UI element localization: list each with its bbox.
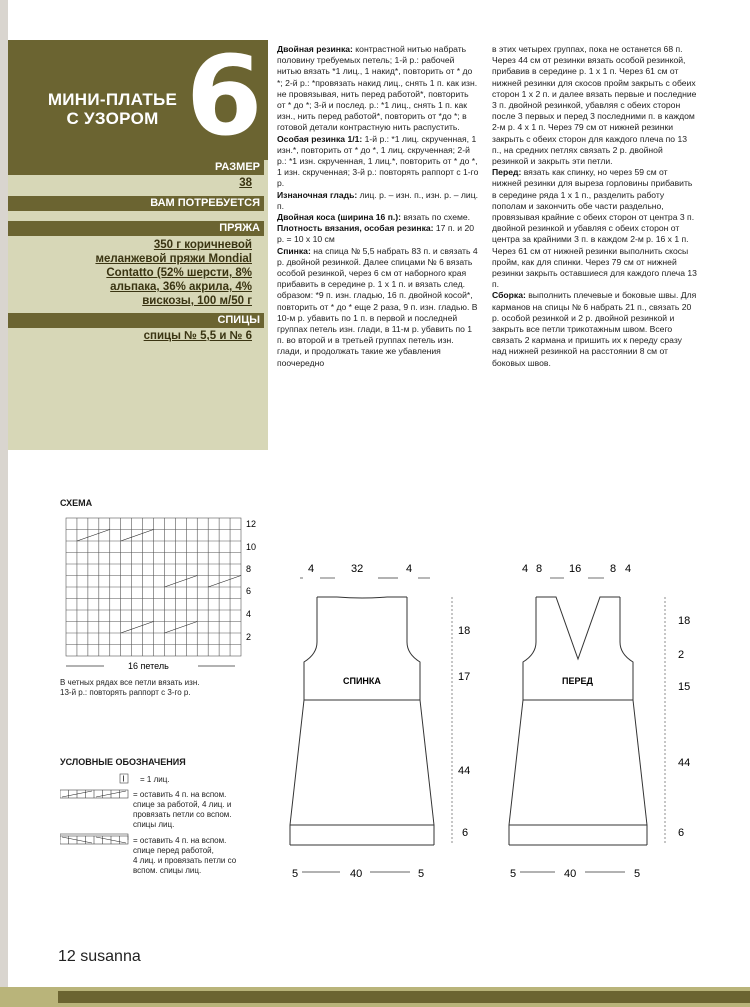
cable-back-symbol-icon [60, 790, 128, 798]
yarn-line-5: вискозы, 100 м/50 г [142, 295, 252, 307]
legend-symbol-3 [60, 834, 130, 846]
legend-item-3-line: 4 лиц. и провязать петли со [133, 856, 237, 865]
page-title [20, 90, 205, 128]
bottom-band-inner [58, 991, 750, 1003]
legend-item-2-line: спицы лиц. [133, 820, 175, 829]
back-bottom-dim: 5 [418, 868, 425, 880]
pattern-number: 6 [186, 32, 263, 160]
magazine-name: susanna [80, 948, 141, 965]
back-bottom-dim: 40 [350, 868, 363, 880]
yarn-line-1: 350 г коричневой [153, 239, 252, 251]
instructions-column-1 [277, 44, 479, 369]
legend-item-3 [133, 836, 268, 876]
legend-item-3-line: = оставить 4 п. на вспом. [133, 836, 227, 845]
legend-item-3-line: вспом. спицы лиц. [133, 866, 202, 875]
bottom-band [0, 987, 750, 1007]
schema-note [60, 678, 260, 698]
row-label: 4 [246, 609, 252, 619]
paragraph: Перед: вязать как спинку, но через 59 см от нижней резинки для выреза горловины прибавить в середине ряда 1 х 1 п., разделить работу пополам и закончить обе части раздельно, провязывая крайние с обеих сторон от центра 3 п. двойной резинкой и убавляя с обеих сторон от центра за крайними 3 п. в каждом 2-м р. 16 х 1 п. Через 61 см от нижней резинки выполнить скосы пройм, как для спинки. Через 79 см от нижней резинки закрыть оставшиеся для каждого плеча 13 п. [492, 167, 697, 290]
row-label: 12 [246, 519, 257, 529]
title-line-2: С УЗОРОМ [66, 109, 159, 128]
size-heading: РАЗМЕР [8, 160, 264, 175]
cable-mark [77, 530, 154, 542]
back-bottom-dim: 5 [292, 868, 299, 880]
front-top-dim: 8 [610, 563, 617, 575]
legend-symbols [60, 770, 130, 840]
paragraph: Плотность вязания, особая резинка: 17 п. и 20 р. = 10 х 10 см [277, 223, 475, 245]
front-pattern [509, 597, 647, 845]
back-top-dim: 4 [308, 563, 315, 575]
back-pattern [290, 594, 434, 845]
yarn-line-3: Contatto (52% шерсти, 8% [106, 267, 252, 279]
schema-title: СХЕМА [60, 498, 93, 508]
front-top-dim: 4 [522, 563, 529, 575]
schema-note-line-2: 13-й р.: повторять раппорт с 3-го р. [60, 688, 191, 697]
page-footer [58, 948, 141, 966]
back-label: СПИНКА [343, 676, 381, 686]
instructions-column-2 [492, 44, 697, 369]
front-bottom-dim: 5 [634, 868, 641, 880]
back-side-dim: 18 [458, 625, 471, 637]
cable-mark [164, 576, 241, 588]
row-label: 8 [246, 564, 252, 574]
page-edge [0, 0, 8, 1007]
legend-item-2-line: = оставить 4 п. на вспом. [133, 790, 227, 799]
front-side-dim: 15 [678, 681, 691, 693]
front-bottom-dim: 40 [564, 868, 577, 880]
title-line-1: МИНИ-ПЛАТЬЕ [47, 90, 178, 109]
front-side-dim: 2 [678, 649, 685, 661]
cable-front-symbol [60, 836, 128, 844]
paragraph: Двойная коса (ширина 16 п.): вязать по схеме. [277, 212, 471, 223]
row-label: 10 [246, 542, 257, 552]
legend-title: УСЛОВНЫЕ ОБОЗНАЧЕНИЯ [60, 757, 186, 767]
knitting-chart [58, 510, 268, 678]
front-top-dim: 8 [536, 563, 543, 575]
chart-grid [66, 518, 241, 656]
legend-item-2-line: спице за работой, 4 лиц. и [133, 800, 232, 809]
front-side-dim: 44 [678, 757, 691, 769]
legend-item-1: = 1 лиц. [140, 775, 170, 784]
paragraph: Сборка: выполнить плечевые и боковые швы. Для карманов на спицы № 6 набрать 21 п., связать 20 р. особой резинкой и 2 р. двойной резинкой и закрыть все петли трикотажным швом. Всего связать 2 кармана и пришить их к переду сразу над нижней резинкой на расстоянии 8 см от боковых швов. [492, 290, 697, 368]
legend-item-3-line: спице перед работой, [133, 846, 214, 855]
paragraph: Двойная резинка: контрастной нитью набрать половину требуемых петель; 1-й р.: рабочей нитью вязать *1 лиц., 1 накид*, повторить от * до *; 2-й р.: *провязать накид лиц., снять 1 п. как изн. не провязывая, нить перед работой*, повторить от * до *; 3-й и послед. р.: *1 лиц., снять 1 п. как изн., нить перед работой*, повторить от *до *; в готовой детали контрастную нить распустить. [277, 44, 478, 133]
paragraph: в этих четырех группах, пока не останется 68 п. Через 44 см от резинки вязать особой резинкой, прибавив в середине р. 1 х 1 п. Через 61 см от нижней резинки для скосов пройм закрыть с обеих сторон 1 х 2 п. и далее вязать первые и последние 3 п. двойной резинкой, убавляя с обеих сторон после 3 первых и перед 3 последними п. в каждом 2-м р. 4 х 1 п. Через 79 см от нижней резинки закрыть с обеих сторон для каждого плеча по 13 п., на средних петлях связать 2 р. двойной резинкой и закрыть эти петли. [492, 44, 697, 167]
row-label: 6 [246, 586, 252, 596]
paragraph: Спинка: на спица № 5,5 набрать 83 п. и связать 4 р. двойной резинкой. Далее спицами № 6 вязать особой резинкой, через 6 см от наборного края прибавить в середине р. 1 х 1 п. и вязать след. образом: *9 п. изн. гладью, 16 п. двойной косой*, повторить от * до * еще 2 раза, 9 п. изн. гладью. В 10-м р. убавить по 1 п. в первой и последней группах петель изн. глади, в 11-м р. убавить по 1 п. во второй и в третьей группах петель изн. глади, и продолжать такие же убавления поочередно [277, 245, 478, 368]
front-side-dim: 6 [678, 827, 685, 839]
back-side-dim: 44 [458, 765, 471, 777]
schema-note-line-1: В четных рядах все петли вязать изн. [60, 678, 200, 687]
cable-mark [121, 622, 198, 634]
back-side-dim: 6 [462, 827, 469, 839]
back-side-dim: 17 [458, 671, 471, 683]
paragraph: Изнаночная гладь: лиц. р. – изн. п., изн. р. – лиц. п. [277, 189, 479, 211]
front-top-dim: 16 [569, 563, 582, 575]
size-value: 38 [239, 177, 252, 189]
paragraph: Особая резинка 1/1: 1-й р.: *1 лиц. скрученная, 1 изн.*, повторить от * до *, 1 лиц. скрученная; 2-й р.: *1 изн. скрученная, 1 лиц.*, повторить от * до *, 1 изн. скрученная; 3-й р.: повторять раппорт с 1-го р. [277, 133, 479, 189]
needed-heading: ВАМ ПОТРЕБУЕТСЯ [8, 196, 264, 211]
front-side-dim: 18 [678, 615, 691, 627]
front-bottom-dim: 5 [510, 868, 517, 880]
back-top-dim: 4 [406, 563, 413, 575]
page-number: 12 [58, 948, 76, 965]
front-top-dim: 4 [625, 563, 632, 575]
legend-item-2-line: провязать петли со вспом. [133, 810, 232, 819]
garment-patterns [280, 550, 720, 890]
row-label: 2 [246, 632, 252, 642]
yarn-line-4: альпака, 36% акрила, 4% [110, 281, 252, 293]
back-top-dim: 32 [351, 563, 364, 575]
needles-value: спицы № 5,5 и № 6 [143, 330, 252, 342]
yarn-line-2: меланжевой пряжи Mondial [95, 253, 252, 265]
needles-heading: СПИЦЫ [8, 313, 264, 328]
knit-symbol-icon: I [122, 774, 125, 784]
front-label: ПЕРЕД [562, 676, 593, 686]
chart-width-label: 16 петель [128, 661, 169, 671]
yarn-heading: ПРЯЖА [8, 221, 264, 236]
legend-item-2 [133, 790, 268, 830]
